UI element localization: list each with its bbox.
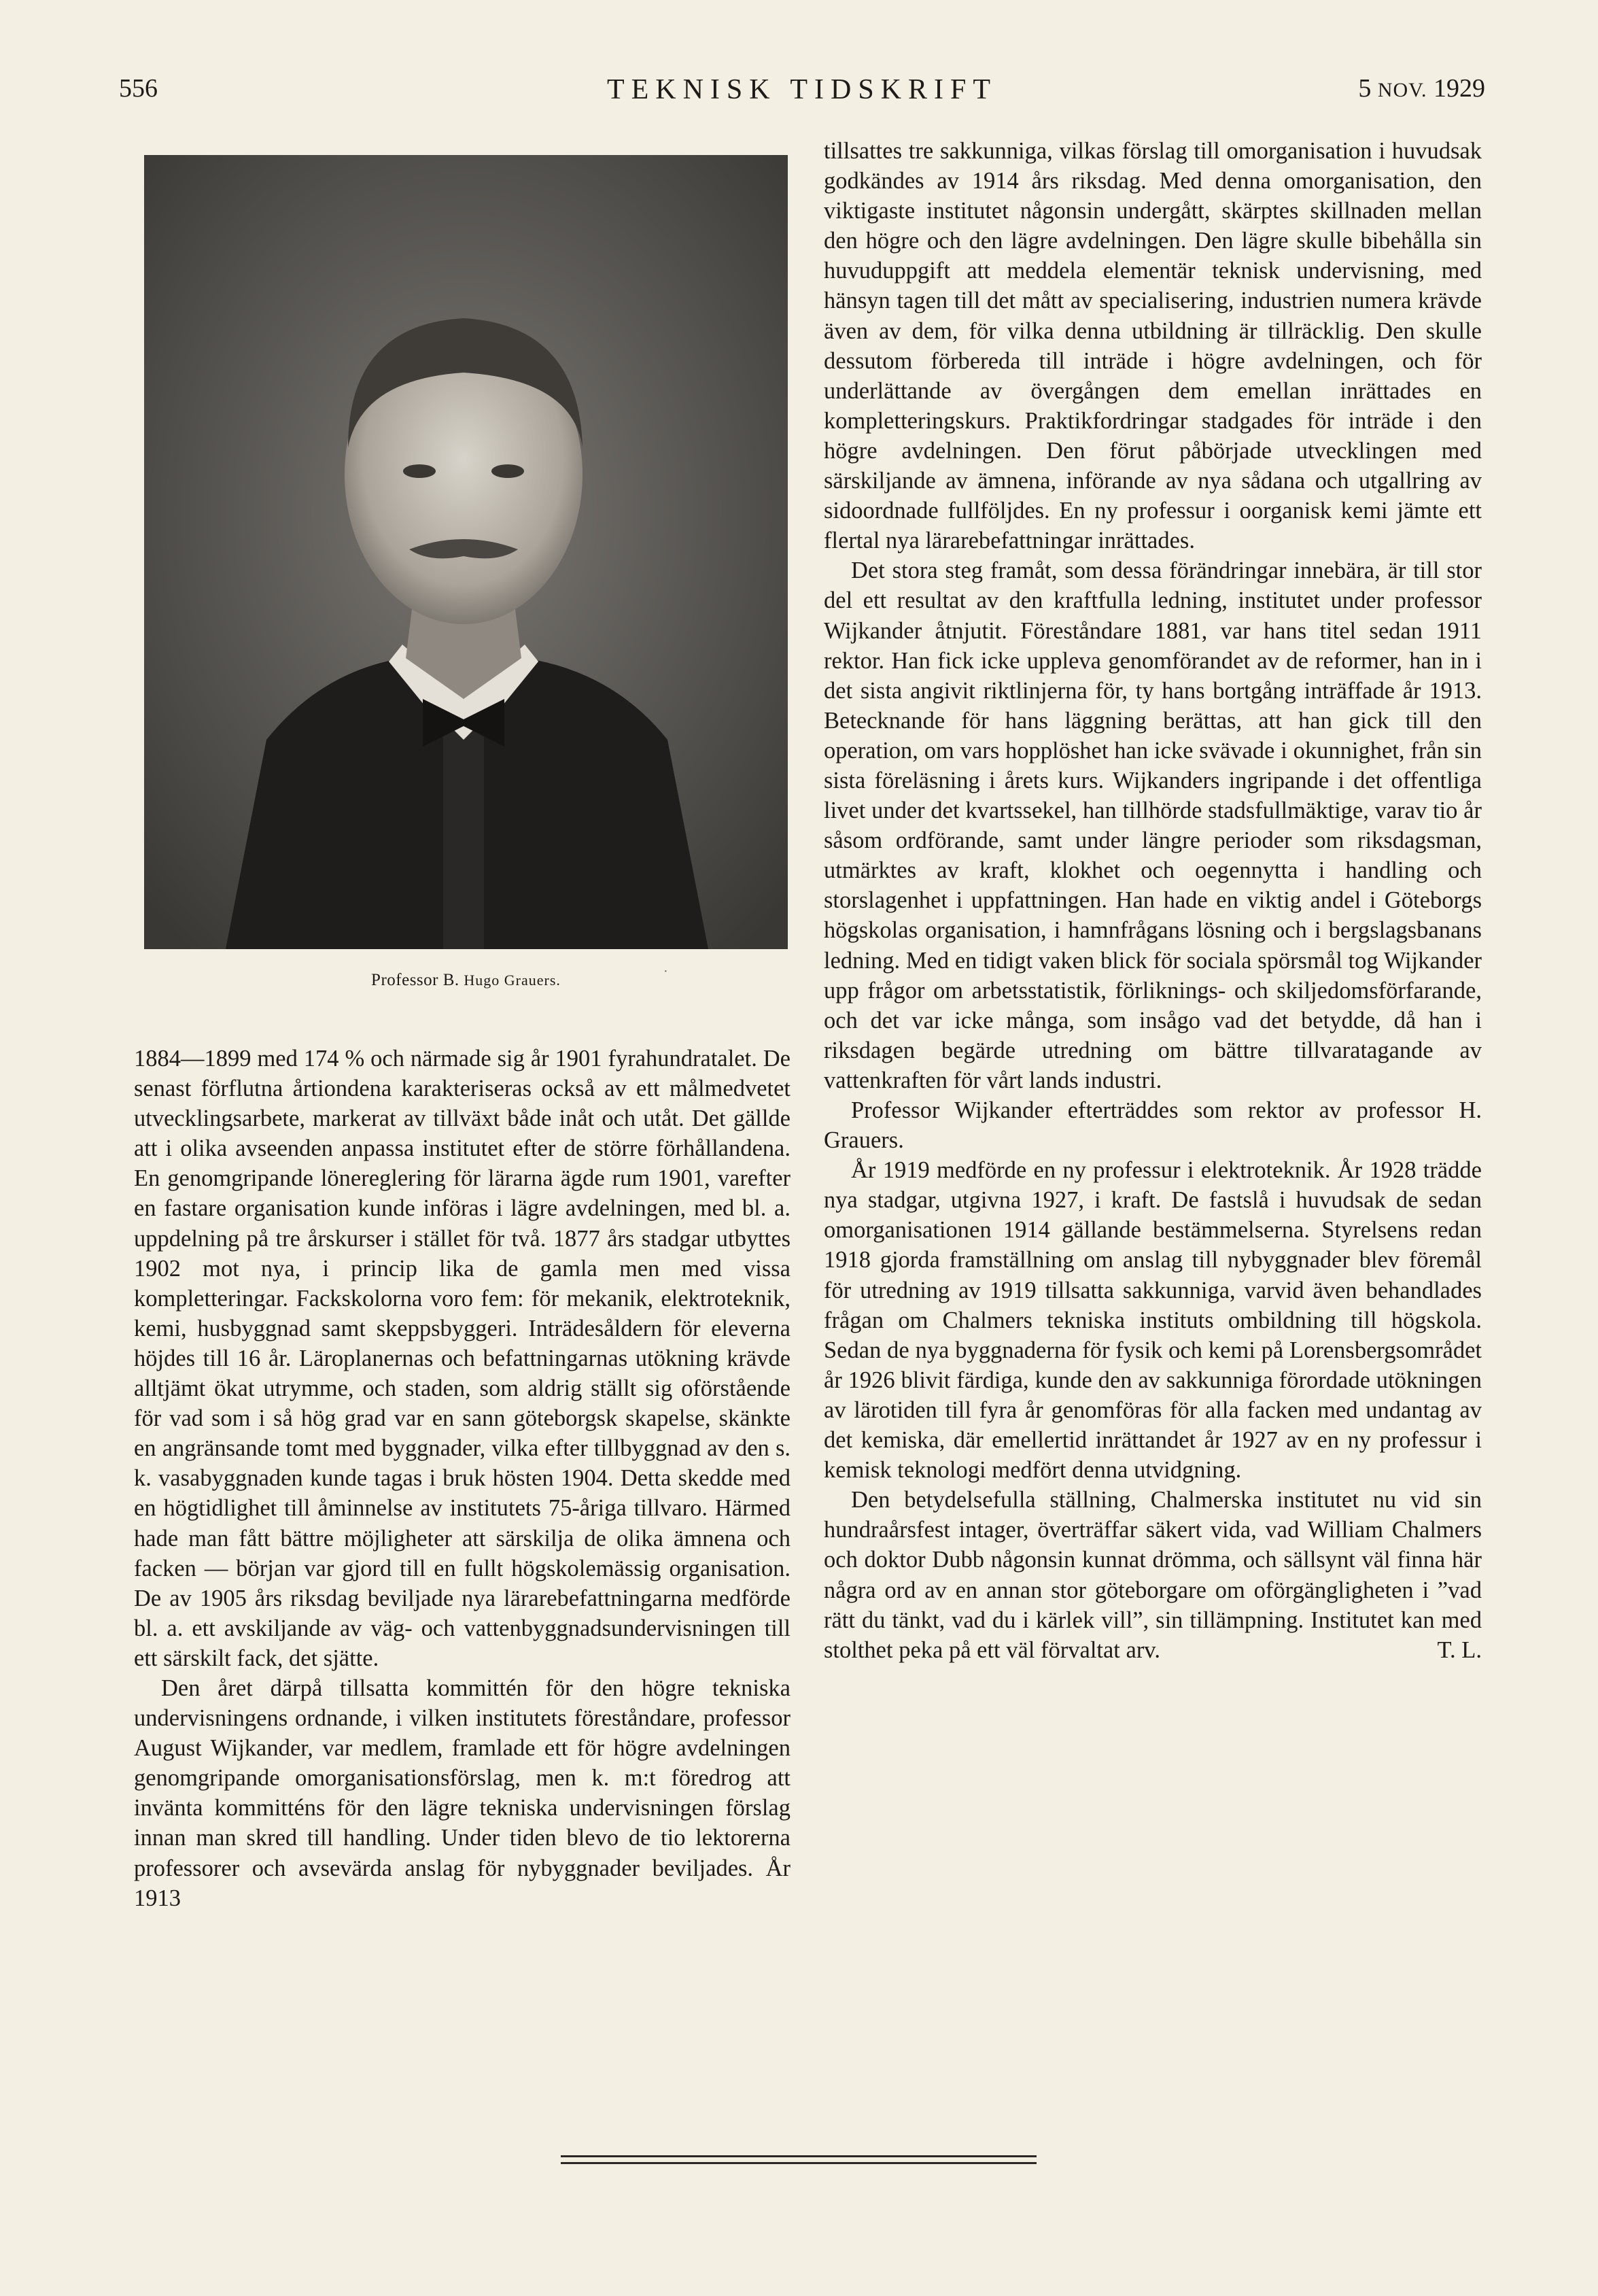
portrait-figure <box>144 155 788 949</box>
right-paragraph: Det stora steg framåt, som dessa förändringar innebära, är till stor del ett resultat av den kraftfulla ledning, institutet under professor Wijkander åtnjutit. Föreståndare 1881, var hans titel sedan 1911 rektor. Han fick icke uppleva genomförandet av de reformer, han in i det sista angivit riktlinjerna för, ty hans bortgång inträffade år 1913. Betecknande för hans läggning berättas, att han gick till den operation, om vars hopplöshet han icke svävade i okunnighet, från sin sista föreläsning i årets kurs. Wijkanders ingripande i det offentliga livet under det kvartssekel, han tillhörde stadsfullmäktige, varav tio år såsom ordförande, samt under längre perioder som riksdagsman, utmärktes av kraft, klokhet och oegennytta i handling och storslagenhet i uppfattningen. Han hade en viktig andel i Göteborgs högskolas organisation, i hamnfrågans lösning och i bergslagsbanans ledning. Med en tidigt vaken blick för sociala spörsmål tog Wijkander upp frågor om arbetsstatistik, förliknings- och skiljedomsförfarande, och det var icke många, som insågo vad det betydde, då han i riksdagen begärde utredning om bättre tillvaratagande av vattenkraften för vårt lands industri. <box>824 558 1482 1093</box>
journal-title: TEKNISK TIDSKRIFT <box>606 74 998 105</box>
right-paragraph: Professor Wijkander efterträddes som rektor av professor H. Grauers. <box>824 1097 1482 1154</box>
running-header <box>119 73 1485 121</box>
left-column <box>134 1044 791 1913</box>
closing-text: Den betydelsefulla ställning, Chalmerska institutet nu vid sin hundraårsfest intager, överträffar säkert vida, vad William Chalmers och doktor Dubb någonsin kunnat drömma, och sällsynt väl finna här några ord av en annan stor göteborgare om oförgängligheten i ”vad rätt du tänkt, vad du i kärlek vill”, sin tillämpning. Institutet kan med stolthet peka på ett väl förvaltat arv. <box>824 1487 1482 1663</box>
caption-name: Hugo Grauers. <box>464 972 561 989</box>
end-rule-bottom <box>561 2162 1037 2164</box>
issue-year: 1929 <box>1434 74 1485 103</box>
portrait-photo <box>144 155 788 949</box>
right-paragraph: tillsattes tre sakkunniga, vilkas förslag till omorganisation i huvudsak godkändes av 1914 års riksdag. Med denna omorganisation, den viktigaste institutet någonsin undergått, skärptes skillnaden mellan den högre och den lägre avdelningen. Den lägre skulle bibehålla sin huvuduppgift att meddela elementär teknisk undervisning, med hänsyn tagen till det mått av specialisering, industrien numera krävde även av dem, för vilka denna utbildning är tillräcklig. Den skulle dessutom förbereda till inträde i högre avdelningen, och för underlättande av övergången dem emellan inrättades en kompletteringskurs. Praktikfordringar stadgades för inträde i den högre avdelningen. Den förut påbörjade utvecklingen med särskiljande av ämnena, införande av nya sådana och utgallring av sidoordnade fullföljdes. En ny professur i oorganisk kemi jämte ett flertal nya lärarebefattningar inrättades. <box>824 138 1482 554</box>
closing-paragraph <box>824 1485 1482 1665</box>
photo-caption <box>144 971 788 990</box>
right-paragraph: År 1919 medförde en ny professur i elektroteknik. År 1928 trädde nya stadgar, utgivna 1927, i kraft. De fastslå i huvudsak de sedan omorganisationen 1914 gällande bestämmelserna. Styrelsens redan 1918 gjorda framställning om anslag till nybyggnader blev föremål för utredning av 1919 tillsatta sakkunniga, varvid även behandlades frågan om Chalmers tekniska instituts ombildning till högskola. Sedan de nya byggnaderna för fysik och kemi på Lorensbergsområdet år 1926 blivit färdiga, kunde den av sakkunniga förordade utökningen av lärotiden till fyra år genomföras för alla facken med undantag av det kemiska, där emellertid inrättandet år 1927 av en ny professur i kemisk teknologi medfört denna utvidgning. <box>824 1157 1482 1484</box>
left-paragraph: Den året därpå tillsatta kommittén för den högre tekniska undervisningens ordnande, i vilken institutets föreståndare, professor August Wijkander, var medlem, framlade ett för högre avdelningen genomgripande omorganisationsförslag, men k. m:t föredrog att invänta kommitténs för den lägre tekniska undervisningen förslag innan man skred till handling. Under tiden blevo de tio lektorerna professorer och avsevärda anslag för nybyggnader beviljades. År 1913 <box>134 1675 791 1911</box>
issue-day: 5 <box>1358 74 1372 103</box>
right-column <box>824 136 1482 1665</box>
page-number: 556 <box>119 74 158 103</box>
issue-date <box>1358 73 1485 103</box>
printer-mark: · <box>663 964 668 979</box>
issue-month: NOV. <box>1377 79 1427 101</box>
caption-prefix: Professor B. <box>371 971 459 989</box>
author-signature: T. L. <box>1437 1637 1482 1663</box>
end-rule-top <box>561 2155 1037 2157</box>
left-paragraph: 1884—1899 med 174 % och närmade sig år 1901 fyrahundratalet. De senast förflutna årtiondena karakteriseras också av ett målmedvetet utvecklingsarbete, markerat av tillväxt både inåt och utåt. Det gällde att i olika avseenden anpassa institutet efter de större förhållandena. En genomgripande lönereglering för lärarna ägde rum 1901, varefter en fastare organisation kunde införas i lägre avdelningen, med bl. a. uppdelning på tre årskurser i stället för två. 1877 års stadgar utbyttes 1902 mot nya, i princip lika de gamla men med vissa kompletteringar. Fackskolorna voro fem: för mekanik, elektroteknik, kemi, husbyggnad samt skeppsbyggeri. Inträdesåldern för eleverna höjdes till 16 år. Läroplanernas och befattningarnas utökning krävde alltjämt ökat utrymme, och staden, som aldrig ställt sig oförstående för vad som i så hög grad var en sann göteborgsk skapelse, skänkte en angränsande tomt med byggnader, vilka efter tillbyggnad av den s. k. vasabyggnaden kunde tagas i bruk hösten 1904. Detta skedde med en högtidlighet till åminnelse av institutets 75-åriga tillvaro. Härmed hade man fått bättre möjligheter att särskilja de olika ämnena och facken — början var gjord till en fullt högskolemässig organisation. De av 1905 års riksdag beviljade nya lärarebefattningarna medförde bl. a. ett avskiljande av väg- och vattenbyggnadsundervisningen till ett särskilt fack, det sjätte. <box>134 1046 791 1671</box>
